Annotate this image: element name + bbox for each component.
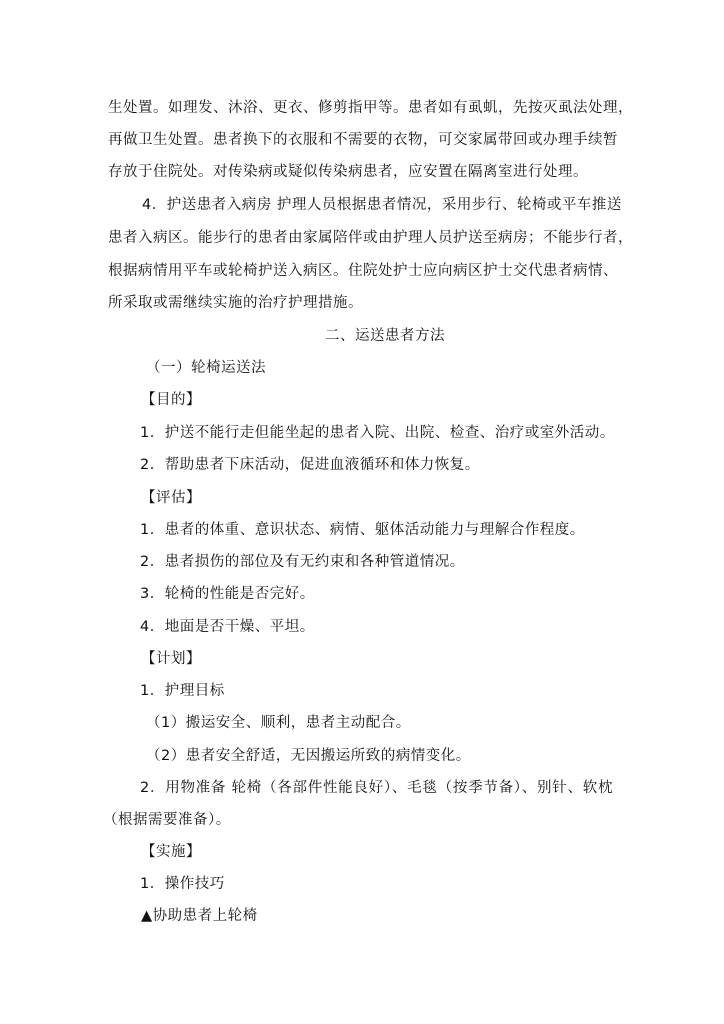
paragraph-line: 所采取或需继续实施的治疗护理措施。 [108,295,363,311]
subsection-heading: （一）轮椅运送法 [146,360,266,376]
list-item: 1．操作技巧 [140,876,225,892]
paragraph-line: 4．护送患者入病房 护理人员根据患者情况，采用步行、轮椅或平车推送 [142,197,622,213]
bracket-heading-assessment: 【评估】 [141,490,201,506]
bracket-heading-purpose: 【目的】 [141,392,201,408]
paragraph-line: 存放于住院处。对传染病或疑似传染病患者，应安置在隔离室进行处理。 [108,164,588,180]
list-item: 4．地面是否干燥、平坦。 [140,619,315,635]
bracket-heading-plan: 【计划】 [141,651,201,667]
list-item: 1．护送不能行走但能坐起的患者入院、出院、检查、治疗或室外活动。 [140,425,615,441]
paragraph-line: （根据需要准备）。 [103,812,231,828]
sub-list-item: （2）患者安全舒适，无因搬运所致的病情变化。 [146,748,471,764]
paragraph-line: 生处置。如理发、沐浴、更衣、修剪指甲等。患者如有虱虮，先按灭虱法处理， [108,100,633,116]
list-item: 2．用物准备 轮椅（各部件性能良好）、毛毯（按季节备）、别针、软枕 [140,780,613,796]
list-item: 2．帮助患者下床活动，促进血液循环和体力恢复。 [140,457,480,473]
sub-list-item: （1）搬运安全、顺利，患者主动配合。 [146,715,411,731]
list-item: 1．护理目标 [140,683,225,699]
paragraph-line: 患者入病区。能步行的患者由家属陪伴或由护理人员护送至病房；不能步行者， [108,230,633,246]
list-item: 1．患者的体重、意识状态、病情、躯体活动能力与理解合作程度。 [140,522,585,538]
paragraph-line: 再做卫生处置。患者换下的衣服和不需要的衣物，可交家属带回或办理手续暂 [108,132,618,148]
list-item: 2．患者损伤的部位及有无约束和各种管道情况。 [140,554,465,570]
list-item: 3．轮椅的性能是否完好。 [140,586,315,602]
triangle-bullet-item: ▲协助患者上轮椅 [141,908,258,924]
paragraph-line: 根据病情用平车或轮椅护送入病区。住院处护士应向病区护士交代患者病情、 [108,263,618,279]
section-heading: 二、运送患者方法 [325,328,445,344]
bracket-heading-implementation: 【实施】 [141,844,201,860]
